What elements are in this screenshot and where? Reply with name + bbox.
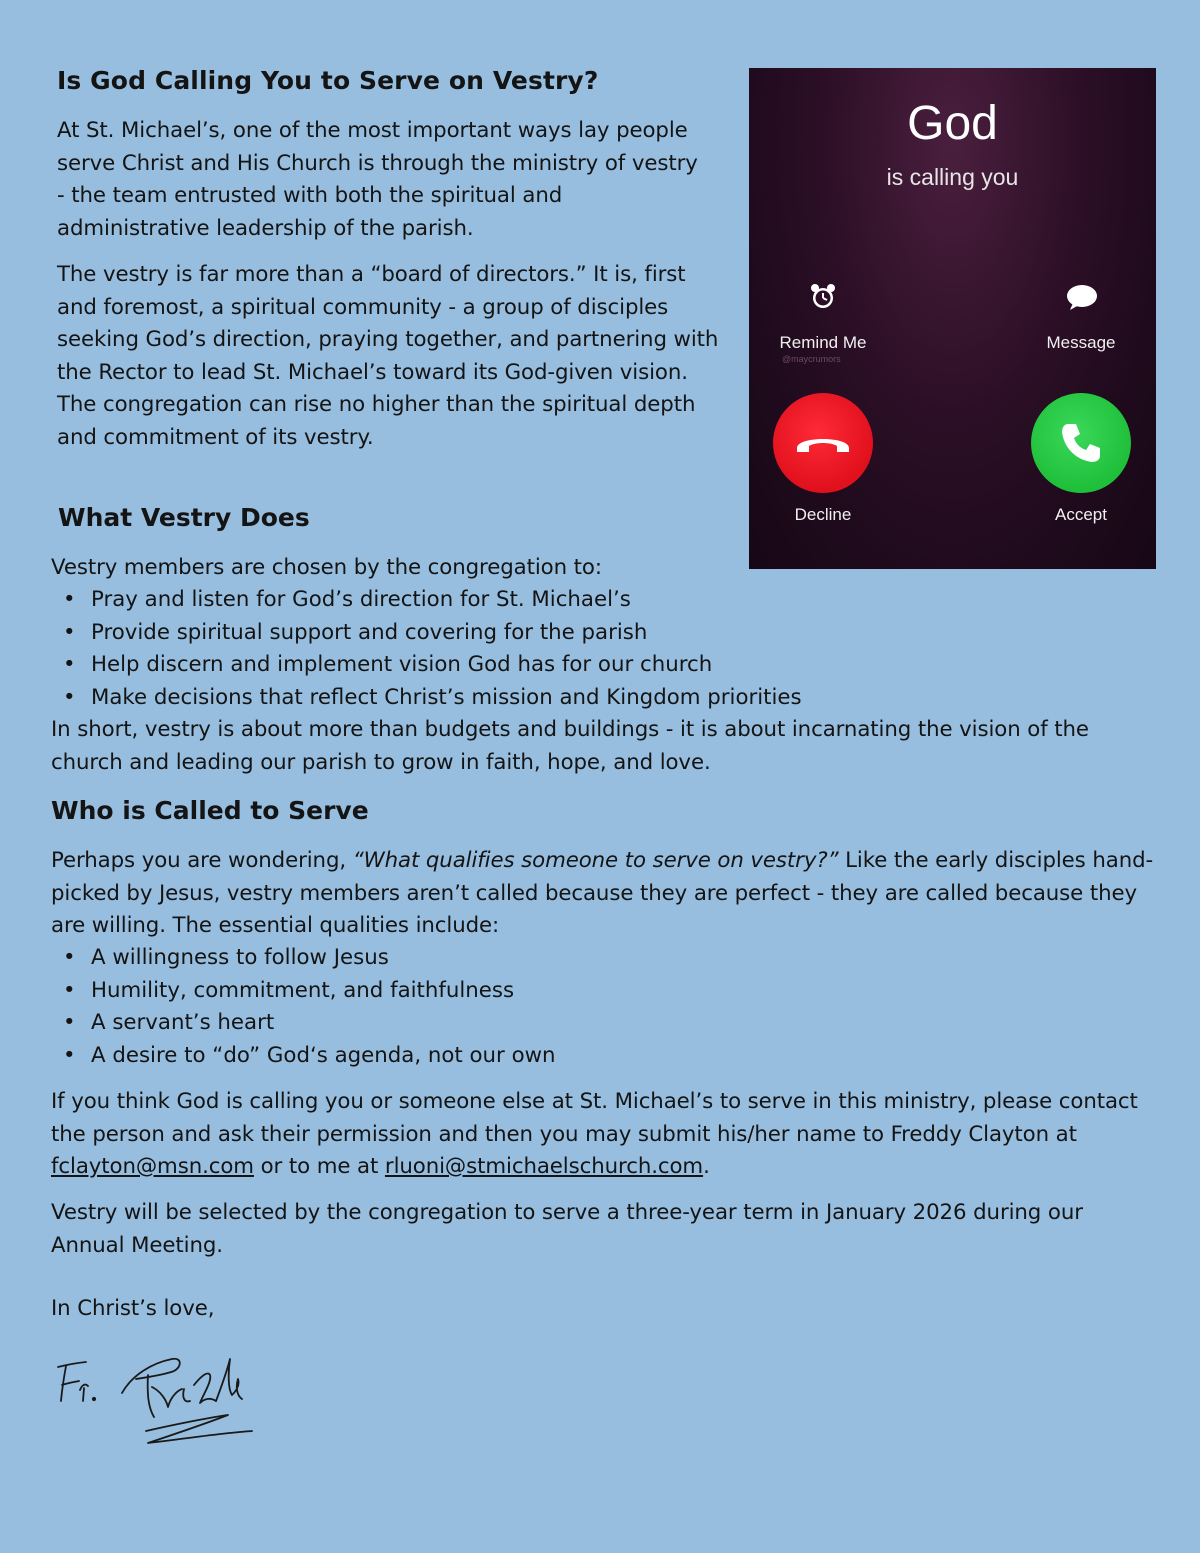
duties-list: [51, 584, 802, 714]
watermark: @maycrumors: [782, 354, 841, 364]
speech-bubble-icon: [1065, 282, 1099, 312]
does-summary: In short, vestry is about more than budgets and buildings - it is about incarnating the vision of the church and leading our parish to grow in faith, hope, and love.: [51, 717, 1089, 775]
does-lead: Vestry members are chosen by the congregation to:: [51, 555, 602, 580]
contact-text: .: [703, 1154, 710, 1179]
email-link-rluoni[interactable]: rluoni@stmichaelschurch.com: [384, 1154, 704, 1179]
decline-label: Decline: [794, 505, 852, 524]
contact-paragraph: [51, 1086, 1161, 1184]
alarm-clock-icon: [808, 282, 838, 312]
called-paragraph: [51, 845, 1161, 943]
qualities-list: [51, 942, 556, 1072]
page-title: Is God Calling You to Serve on Vestry?: [57, 66, 599, 95]
selection-paragraph: Vestry will be selected by the congregation to serve a three-year term in January 2026 during our Annual Meeting.: [51, 1200, 1083, 1258]
list-item: • A desire to “do” God‘s agenda, not our own: [51, 1040, 556, 1073]
list-item: • Make decisions that reflect Christ’s mission and Kingdom priorities: [51, 682, 802, 715]
called-question: “What qualifies someone to serve on vestry?”: [352, 848, 839, 873]
list-item: • Help discern and implement vision God has for our church: [51, 649, 802, 682]
called-text: Like the early disciples hand-picked by Jesus, vestry members aren’t called because they are perfect - they are called because they are willing. The essential qualities include:: [51, 848, 1154, 938]
intro-paragraph-1: At St. Michael’s, one of the most important ways lay people serve Christ and His Church is through the ministry of vestry - the team entrusted with both the spiritual and administrative leadership of the parish.: [57, 118, 698, 241]
closing: In Christ’s love,: [51, 1296, 215, 1321]
what-vestry-does-heading: What Vestry Does: [58, 503, 310, 532]
called-text: Perhaps you are wondering,: [51, 848, 353, 873]
remind-me-label: Remind Me: [779, 333, 867, 352]
caller-name: God: [907, 97, 998, 150]
intro-paragraph-2: The vestry is far more than a “board of directors.” It is, first and foremost, a spiritual community - a group of disciples seeking God’s direction, praying together, and partnering with the Rector to lead St. Michael’s toward its God-given vision. The congregation can rise no higher than the spiritual depth and commitment of its vestry.: [57, 262, 719, 450]
list-item: • A willingness to follow Jesus: [51, 942, 556, 975]
phone-icon: [1056, 418, 1106, 468]
hang-up-icon: [793, 428, 853, 458]
list-item: • Humility, commitment, and faithfulness: [51, 975, 556, 1008]
message-label: Message: [1046, 333, 1116, 352]
signature: [52, 1345, 262, 1450]
accept-label: Accept: [1055, 505, 1107, 524]
email-link-fclayton[interactable]: fclayton@msn.com: [51, 1154, 254, 1179]
caller-subtitle: is calling you: [886, 164, 1019, 190]
contact-text: or to me at: [253, 1154, 385, 1179]
list-item: • Provide spiritual support and covering for the parish: [51, 617, 802, 650]
incoming-call-image: [749, 68, 1156, 569]
list-item: • Pray and listen for God’s direction for St. Michael’s: [51, 584, 802, 617]
who-is-called-heading: Who is Called to Serve: [51, 796, 369, 825]
list-item: • A servant’s heart: [51, 1007, 556, 1040]
contact-text: If you think God is calling you or someone else at St. Michael’s to serve in this ministry, please contact the person and ask their permission and then you may submit his/her name to Freddy Clayton at: [51, 1089, 1138, 1147]
